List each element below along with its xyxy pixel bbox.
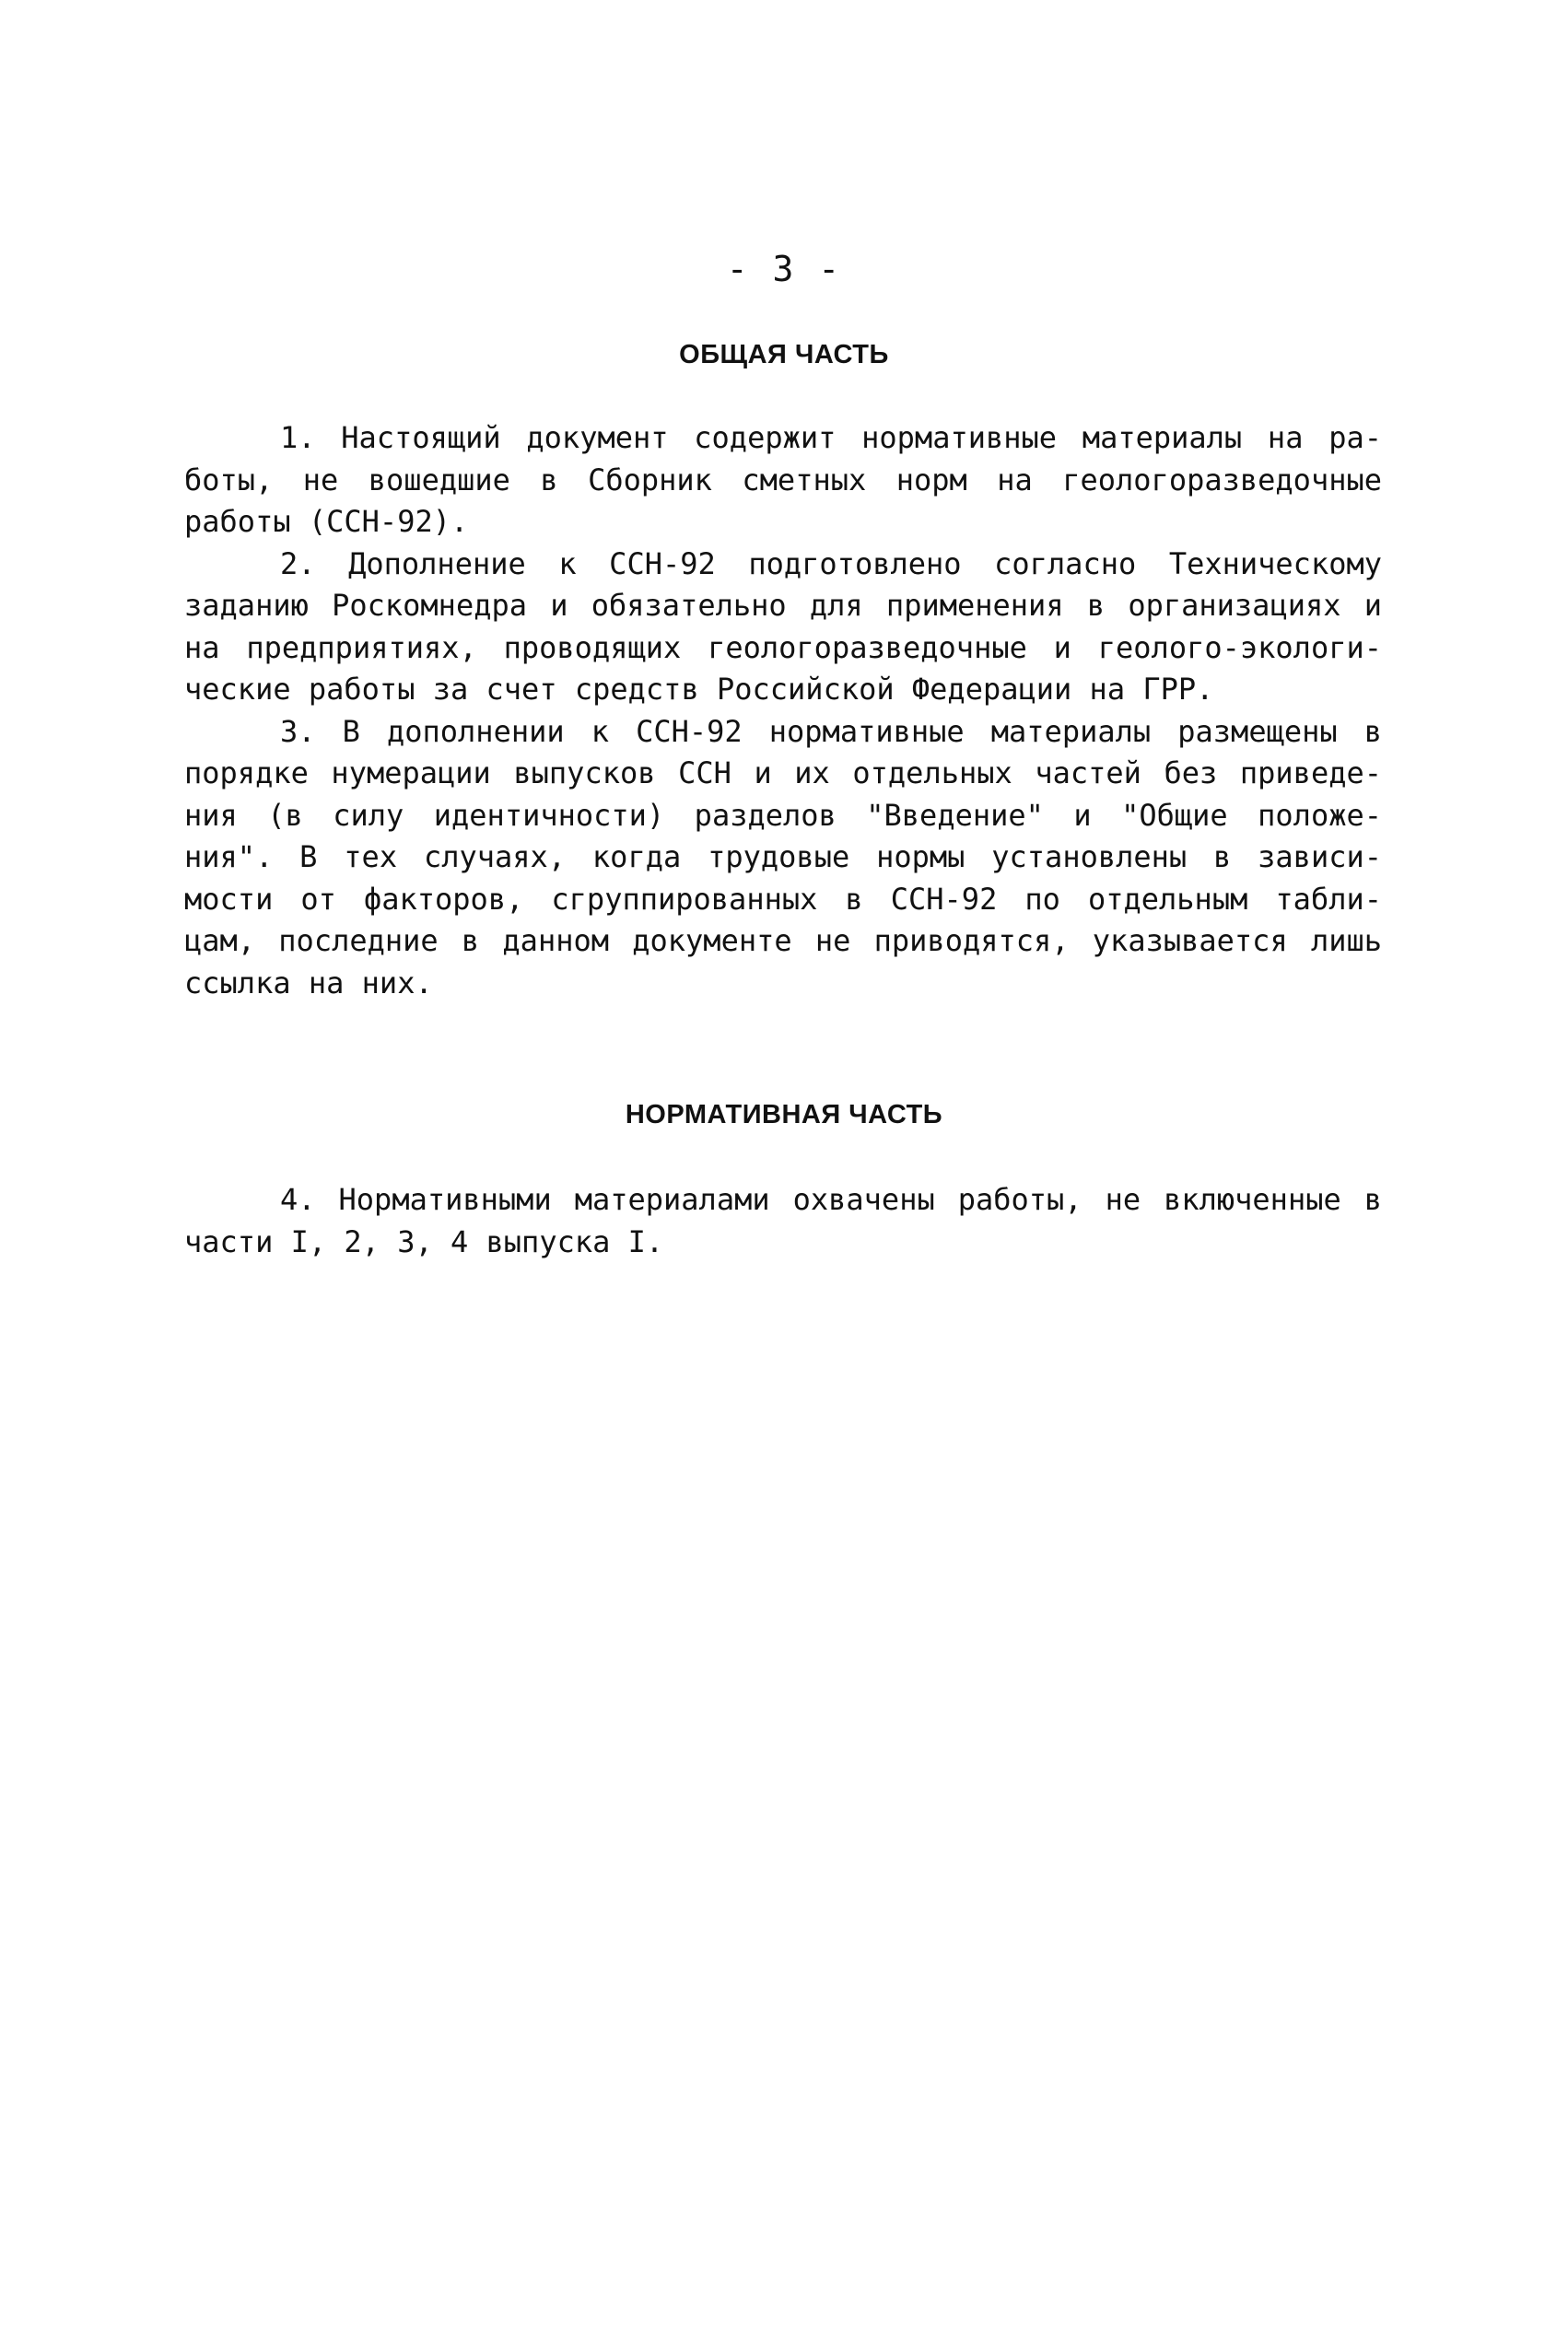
section-heading-normative: НОРМАТИВНАЯ ЧАСТЬ [625, 1100, 943, 1129]
text-line: 3. В дополнении к ССН-92 нормативные материалы размещены в [280, 713, 1382, 749]
page-number: - 3 - [726, 249, 842, 289]
text-line: 1. Настоящий документ содержит нормативные материалы на ра- [280, 420, 1382, 455]
text-line: работы (ССН-92). [184, 504, 469, 539]
text-line: заданию Роскомнедра и обязательно для применения в организациях и [184, 588, 1382, 623]
text-line: 2. Дополнение к ССН-92 подготовлено согласно Техническому [280, 545, 1382, 581]
text-line: ния (в силу идентичности) разделов "Введение" и "Общие положе- [184, 797, 1382, 833]
section-heading-general: ОБЩАЯ ЧАСТЬ [679, 340, 889, 369]
text-line: части I, 2, 3, 4 выпуска I. [184, 1223, 664, 1259]
text-line: 4. Нормативными материалами охвачены работы, не включенные в [280, 1182, 1382, 1217]
normative-section-text [184, 1179, 1382, 1263]
text-line: порядке нумерации выпусков ССН и их отдельных частей без приведе- [184, 755, 1382, 790]
text-line: цам, последние в данном документе не приводятся, указывается лишь [184, 923, 1382, 958]
general-section-text [184, 417, 1382, 1004]
text-line: на предприятиях, проводящих геологоразведочные и геолого-экологи- [184, 629, 1382, 665]
text-line: ния". В тех случаях, когда трудовые нормы установлены в зависи- [184, 839, 1382, 874]
text-line: боты, не вошедшие в Сборник сметных норм на геологоразведочные [184, 462, 1382, 497]
text-line: ческие работы за счет средств Российской Федерации на ГРР. [184, 672, 1214, 707]
text-line: ссылка на них. [184, 965, 433, 1000]
text-line: мости от факторов, сгруппированных в ССН-92 по отдельным табли- [184, 881, 1382, 917]
